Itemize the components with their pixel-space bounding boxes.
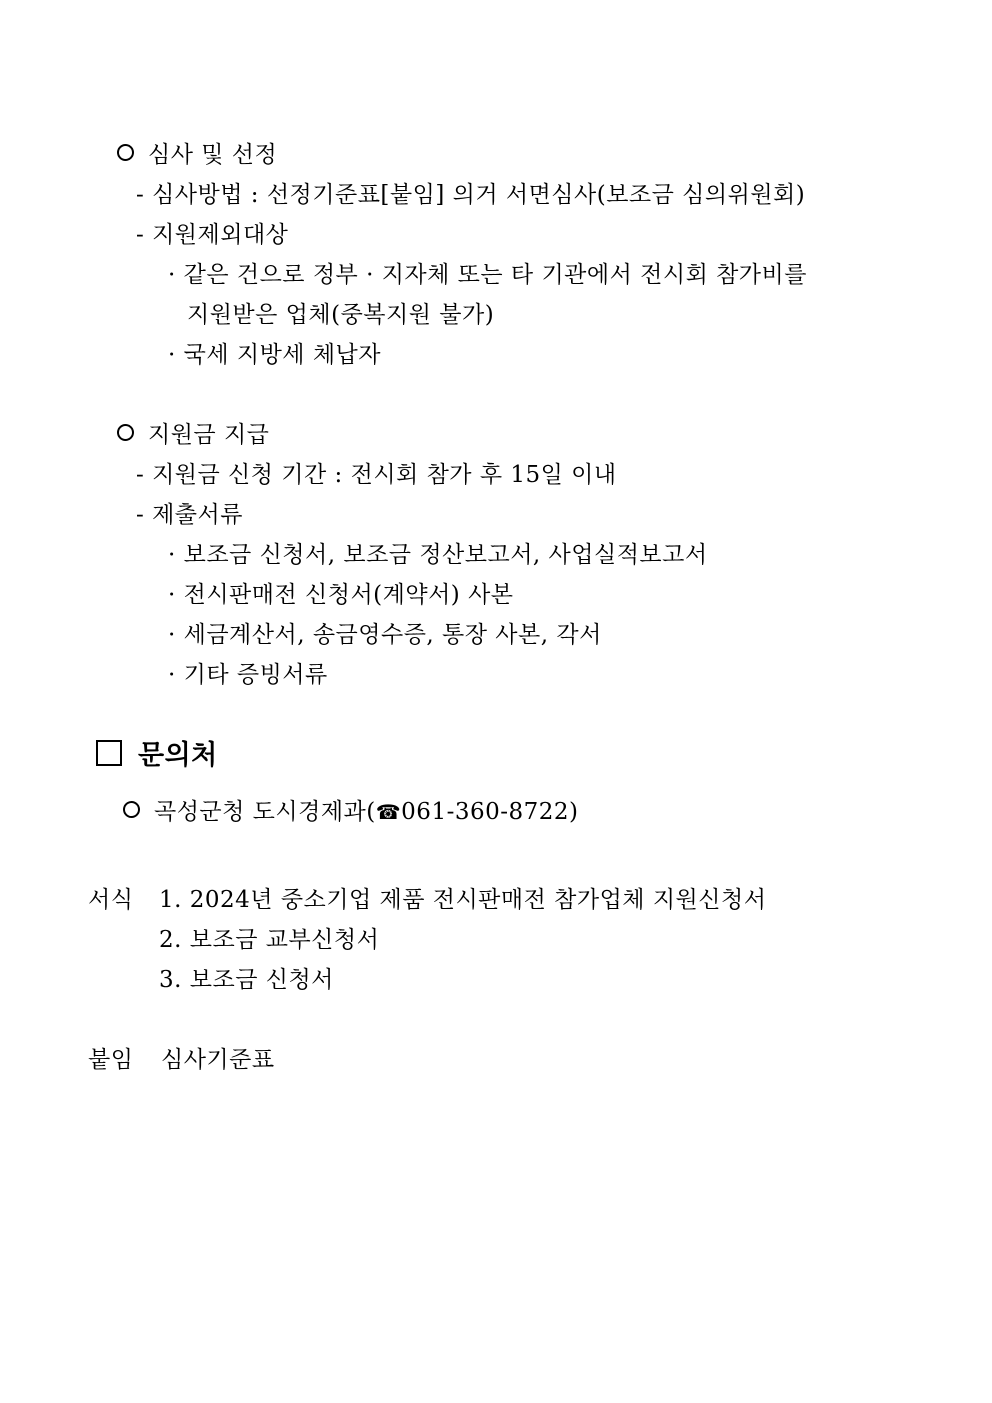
attachment-label: 붙임 [88, 1047, 134, 1073]
attachment-item: 심사기준표 [161, 1047, 275, 1073]
doc-item-4: · 기타 증빙서류 [168, 662, 328, 688]
exclusion-title: - 지원제외대상 [136, 222, 289, 248]
circle-bullet-icon [117, 144, 134, 161]
contact-heading: 문의처 [96, 740, 218, 771]
form-item-1: 1. 2024년 중소기업 제품 전시판매전 참가업체 지원신청서 [159, 887, 767, 913]
doc-item-2: · 전시판매전 신청서(계약서) 사본 [168, 582, 514, 608]
exclusion-item-1-cont: 지원받은 업체(중복지원 불가) [187, 302, 495, 328]
exclusion-item-1: · 같은 건으로 정부 · 지자체 또는 타 기관에서 전시회 참가비를 [168, 262, 807, 288]
forms-label: 서식 [88, 887, 134, 913]
review-section-title: 심사 및 선정 [117, 140, 277, 170]
docs-title: - 제출서류 [136, 502, 243, 528]
doc-item-3: · 세금계산서, 송금영수증, 통장 사본, 각서 [168, 622, 602, 648]
doc-item-1: · 보조금 신청서, 보조금 정산보고서, 사업실적보고서 [168, 542, 708, 568]
exclusion-item-2: · 국세 지방세 체납자 [168, 342, 381, 368]
circle-bullet-icon [117, 424, 134, 441]
form-item-3: 3. 보조금 신청서 [159, 967, 334, 993]
payment-period: - 지원금 신청 기간 : 전시회 참가 후 15일 이내 [136, 462, 617, 488]
form-item-2: 2. 보조금 교부신청서 [159, 927, 380, 953]
phone-number: 061-360-8722) [401, 799, 579, 825]
review-method: - 심사방법 : 선정기준표[붙임] 의거 서면심사(보조금 심의위원회) [136, 182, 806, 208]
circle-bullet-icon [123, 801, 140, 818]
contact-info: 곡성군청 도시경제과(☎061-360-8722) [123, 797, 579, 827]
square-bullet-icon [96, 740, 122, 766]
telephone-icon: ☎ [375, 800, 402, 824]
payment-section-title: 지원금 지급 [117, 420, 269, 450]
